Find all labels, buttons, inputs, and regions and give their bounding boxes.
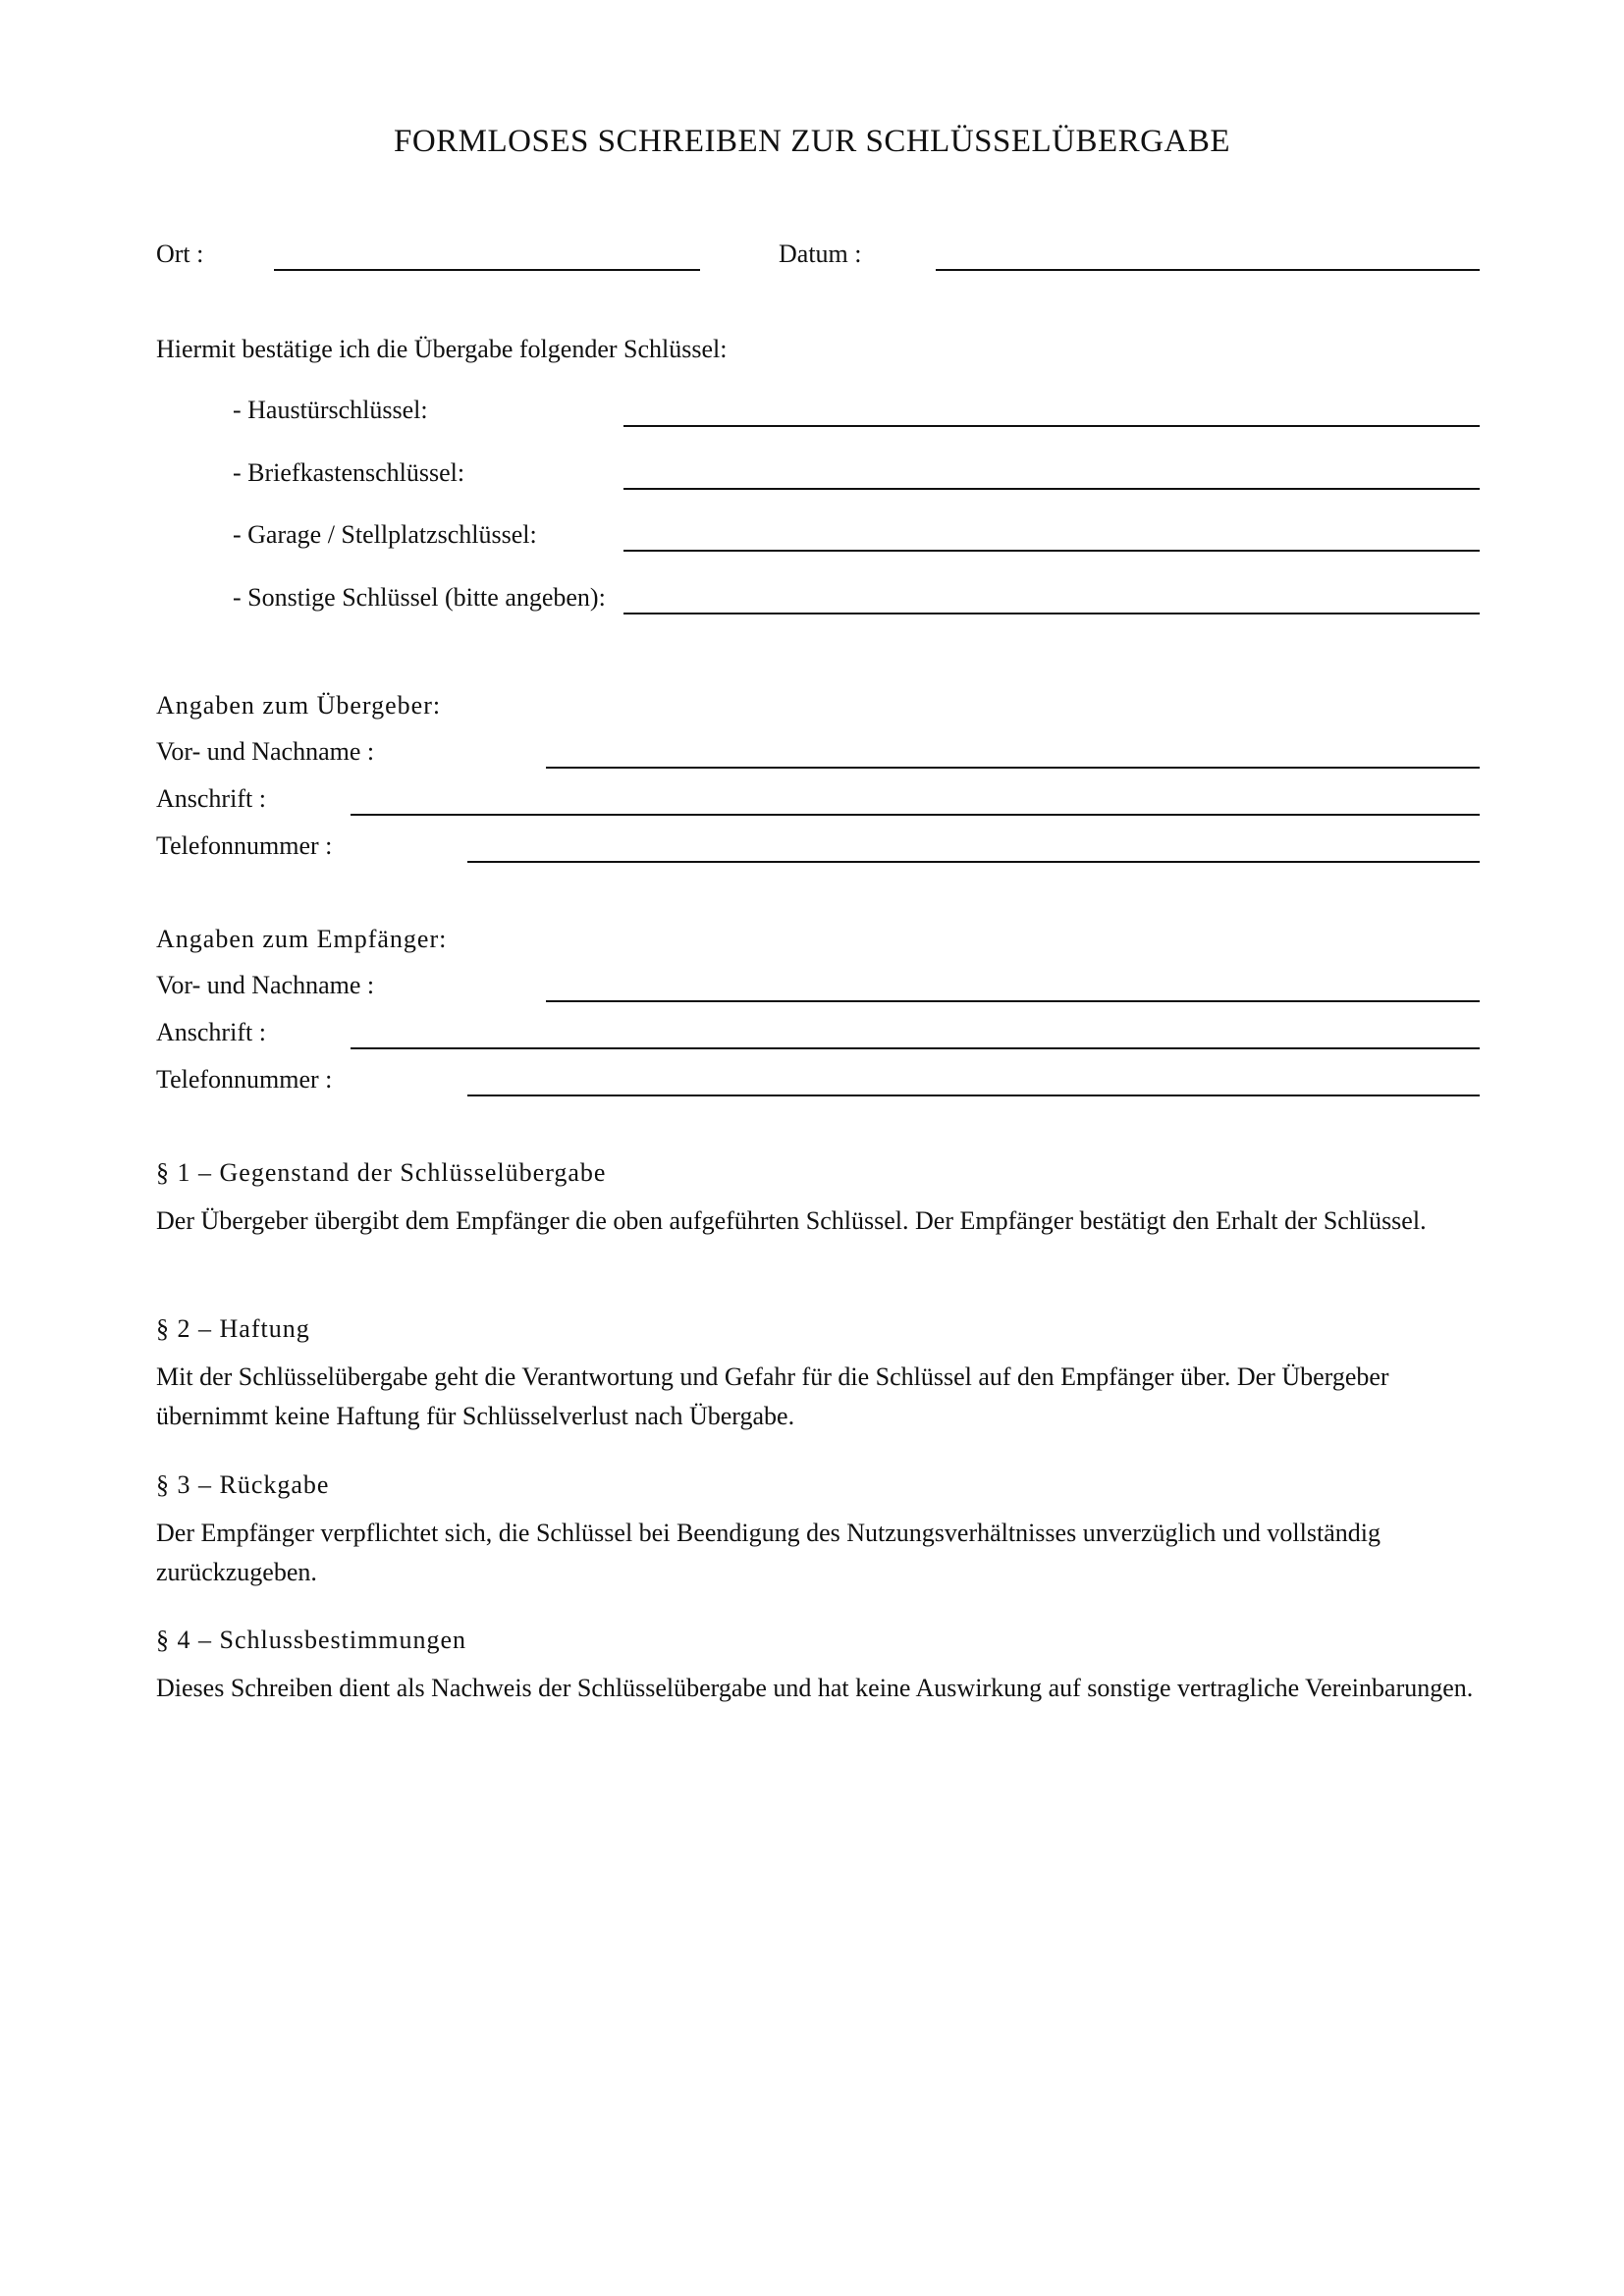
uebergeber-address-label: Anschrift :: [156, 784, 266, 813]
section-4-text: Dieses Schreiben dient als Nachweis der Schlüsselübergabe und hat keine Auswirkung auf sonstige vertragliche Vereinbarungen.: [156, 1674, 1474, 1702]
key-field-sonstige[interactable]: [623, 613, 1480, 614]
empfaenger-name-label: Vor- und Nachname :: [156, 971, 375, 999]
key-label-sonstige: - Sonstige Schlüssel (bitte angeben):: [233, 583, 606, 612]
ort-field[interactable]: [274, 269, 700, 271]
uebergeber-phone-label: Telefonnummer :: [156, 831, 333, 860]
section-2-text: Mit der Schlüsselübergabe geht die Verantwortung und Gefahr für die Schlüssel auf den Empfänger über. Der Übergeber übernimmt keine Haftung für Schlüsselverlust nach Übergabe.: [156, 1362, 1389, 1430]
uebergeber-name-field[interactable]: [546, 767, 1480, 769]
key-field-haustuer[interactable]: [623, 425, 1480, 427]
empfaenger-address-label: Anschrift :: [156, 1018, 266, 1046]
intro-text: Hiermit bestätige ich die Übergabe folgender Schlüssel:: [156, 335, 728, 363]
section-4-heading: § 4 – Schlussbestimmungen: [156, 1626, 467, 1654]
empfaenger-address-field[interactable]: [351, 1047, 1480, 1049]
uebergeber-phone-field[interactable]: [467, 861, 1480, 863]
uebergeber-name-label: Vor- und Nachname :: [156, 737, 375, 766]
key-label-haustuer: - Haustürschlüssel:: [233, 396, 428, 424]
document-title: FORMLOSES SCHREIBEN ZUR SCHLÜSSELÜBERGABE: [393, 124, 1231, 159]
key-label-garage: - Garage / Stellplatzschlüssel:: [233, 520, 537, 549]
empfaenger-name-field[interactable]: [546, 1000, 1480, 1002]
uebergeber-heading: Angaben zum Übergeber:: [156, 691, 442, 720]
key-label-briefkasten: - Briefkastenschlüssel:: [233, 458, 465, 487]
section-1-heading: § 1 – Gegenstand der Schlüsselübergabe: [156, 1158, 607, 1187]
key-field-garage[interactable]: [623, 550, 1480, 552]
datum-label: Datum :: [779, 240, 862, 268]
key-field-briefkasten[interactable]: [623, 488, 1480, 490]
ort-label: Ort :: [156, 240, 204, 268]
section-3-text: Der Empfänger verpflichtet sich, die Schlüssel bei Beendigung des Nutzungsverhältnisses unverzüglich und vollständig zurückzugeben.: [156, 1519, 1380, 1586]
section-3-heading: § 3 – Rückgabe: [156, 1470, 330, 1499]
section-2-heading: § 2 – Haftung: [156, 1314, 310, 1343]
uebergeber-address-field[interactable]: [351, 814, 1480, 816]
section-1-text: Der Übergeber übergibt dem Empfänger die oben aufgeführten Schlüssel. Der Empfänger bestätigt den Erhalt der Schlüssel.: [156, 1206, 1427, 1235]
empfaenger-phone-field[interactable]: [467, 1095, 1480, 1096]
empfaenger-phone-label: Telefonnummer :: [156, 1065, 333, 1094]
empfaenger-heading: Angaben zum Empfänger:: [156, 925, 448, 953]
datum-field[interactable]: [936, 269, 1480, 271]
